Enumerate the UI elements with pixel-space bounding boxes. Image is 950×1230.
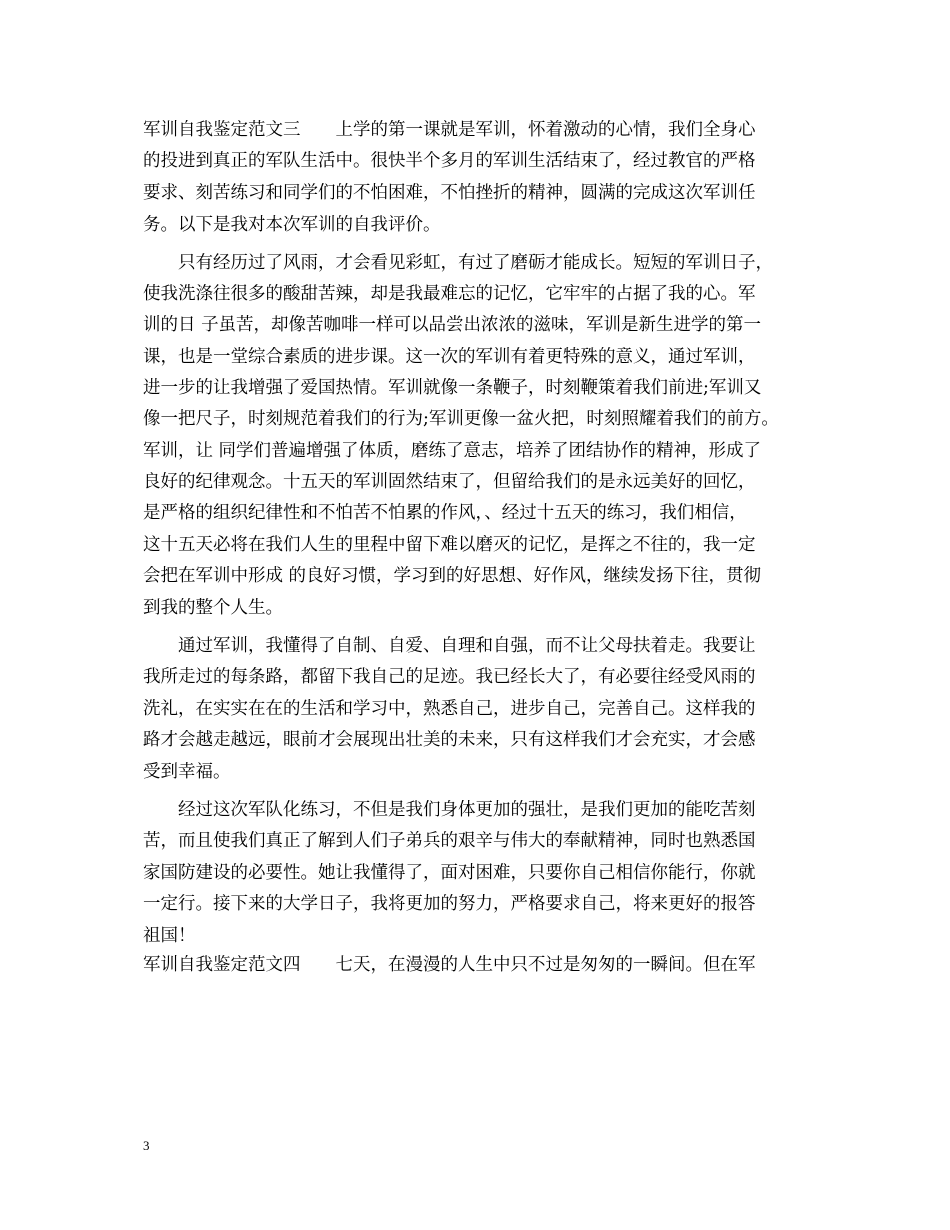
- text-line: 课，也是一堂综合素质的进步课。这一次的军训有着更特殊的意义，通过军训，: [143, 347, 756, 367]
- text-line: 只有经历过了风雨，才会看见彩虹，有过了磨砺才能成长。短短的军训日子，: [143, 253, 773, 273]
- text-line: 进一步的让我增强了爱国热情。军训就像一条鞭子，时刻鞭策着我们前进;军训又: [143, 378, 762, 398]
- text-line: 良好的纪律观念。十五天的军训固然结束了，但留给我们的是永远美好的回忆，: [143, 472, 756, 492]
- text-line: 军训自我鉴定范文三 上学的第一课就是军训，怀着激动的心情，我们全身心: [143, 120, 756, 140]
- text-line: 通过军训，我懂得了自制、自爱、自理和自强，而不让父母扶着走。我要让: [143, 636, 756, 656]
- text-line: 受到幸福。: [143, 762, 231, 782]
- page-number: 3: [143, 1138, 150, 1153]
- text-line: 是严格的组织纪律性和不怕苦不怕累的作风，、经过十五天的练习，我们相信，: [143, 503, 747, 523]
- text-line: 洗礼，在实实在在的生活和学习中，熟悉自己，进步自己，完善自己。这样我的: [143, 699, 756, 719]
- text-line: 务。以下是我对本次军训的自我评价。: [143, 215, 441, 235]
- text-line: 训的日 子虽苦，却像苦咖啡一样可以品尝出浓浓的滋味，军训是新生进学的第一: [143, 315, 762, 335]
- text-line: 像一把尺子，时刻规范着我们的行为;军训更像一盆火把，时刻照耀着我们的前方。: [143, 409, 779, 429]
- text-line: 我所走过的每条路，都留下我自己的足迹。我已经长大了，有必要往经受风雨的: [143, 667, 756, 687]
- text-line: 祖国！: [143, 926, 196, 946]
- text-line: 军训自我鉴定范文四 七天，在漫漫的人生中只不过是匆匆的一瞬间。但在军: [143, 955, 756, 975]
- text-line: 军训，让 同学们普遍增强了体质，磨练了意志，培养了团结协作的精神，形成了: [143, 441, 762, 461]
- text-line: 到我的整个人生。: [143, 598, 283, 618]
- text-line: 一定行。接下来的大学日子，我将更加的努力，严格要求自己，将来更好的报答: [143, 894, 756, 914]
- text-line: 路才会越走越远，眼前才会展现出壮美的未来，只有这样我们才会充实，才会感: [143, 730, 756, 750]
- text-line: 使我洗涤往很多的酸甜苦辣，却是我最难忘的记忆，它牢牢的占据了我的心。军: [143, 284, 756, 304]
- text-line: 的投进到真正的军队生活中。很快半个多月的军训生活结束了，经过教官的严格: [143, 151, 756, 171]
- text-line: 家国防建设的必要性。她让我懂得了，面对困难，只要你自己相信你能行，你就: [143, 863, 756, 883]
- text-line: 苦，而且使我们真正了解到人们子弟兵的艰辛与伟大的奉献精神，同时也熟悉国: [143, 831, 756, 851]
- text-line: 这十五天必将在我们人生的里程中留下难以磨灭的记忆，是挥之不往的，我一定: [143, 535, 756, 555]
- text-line: 要求、刻苦练习和同学们的不怕困难，不怕挫折的精神，圆满的完成这次军训任: [143, 183, 756, 203]
- text-line: 经过这次军队化练习，不但是我们身体更加的强壮，是我们更加的能吃苦刻: [143, 800, 756, 820]
- text-line: 会把在军训中形成 的良好习惯，学习到的好思想、好作风，继续发扬下往，贯彻: [143, 566, 762, 586]
